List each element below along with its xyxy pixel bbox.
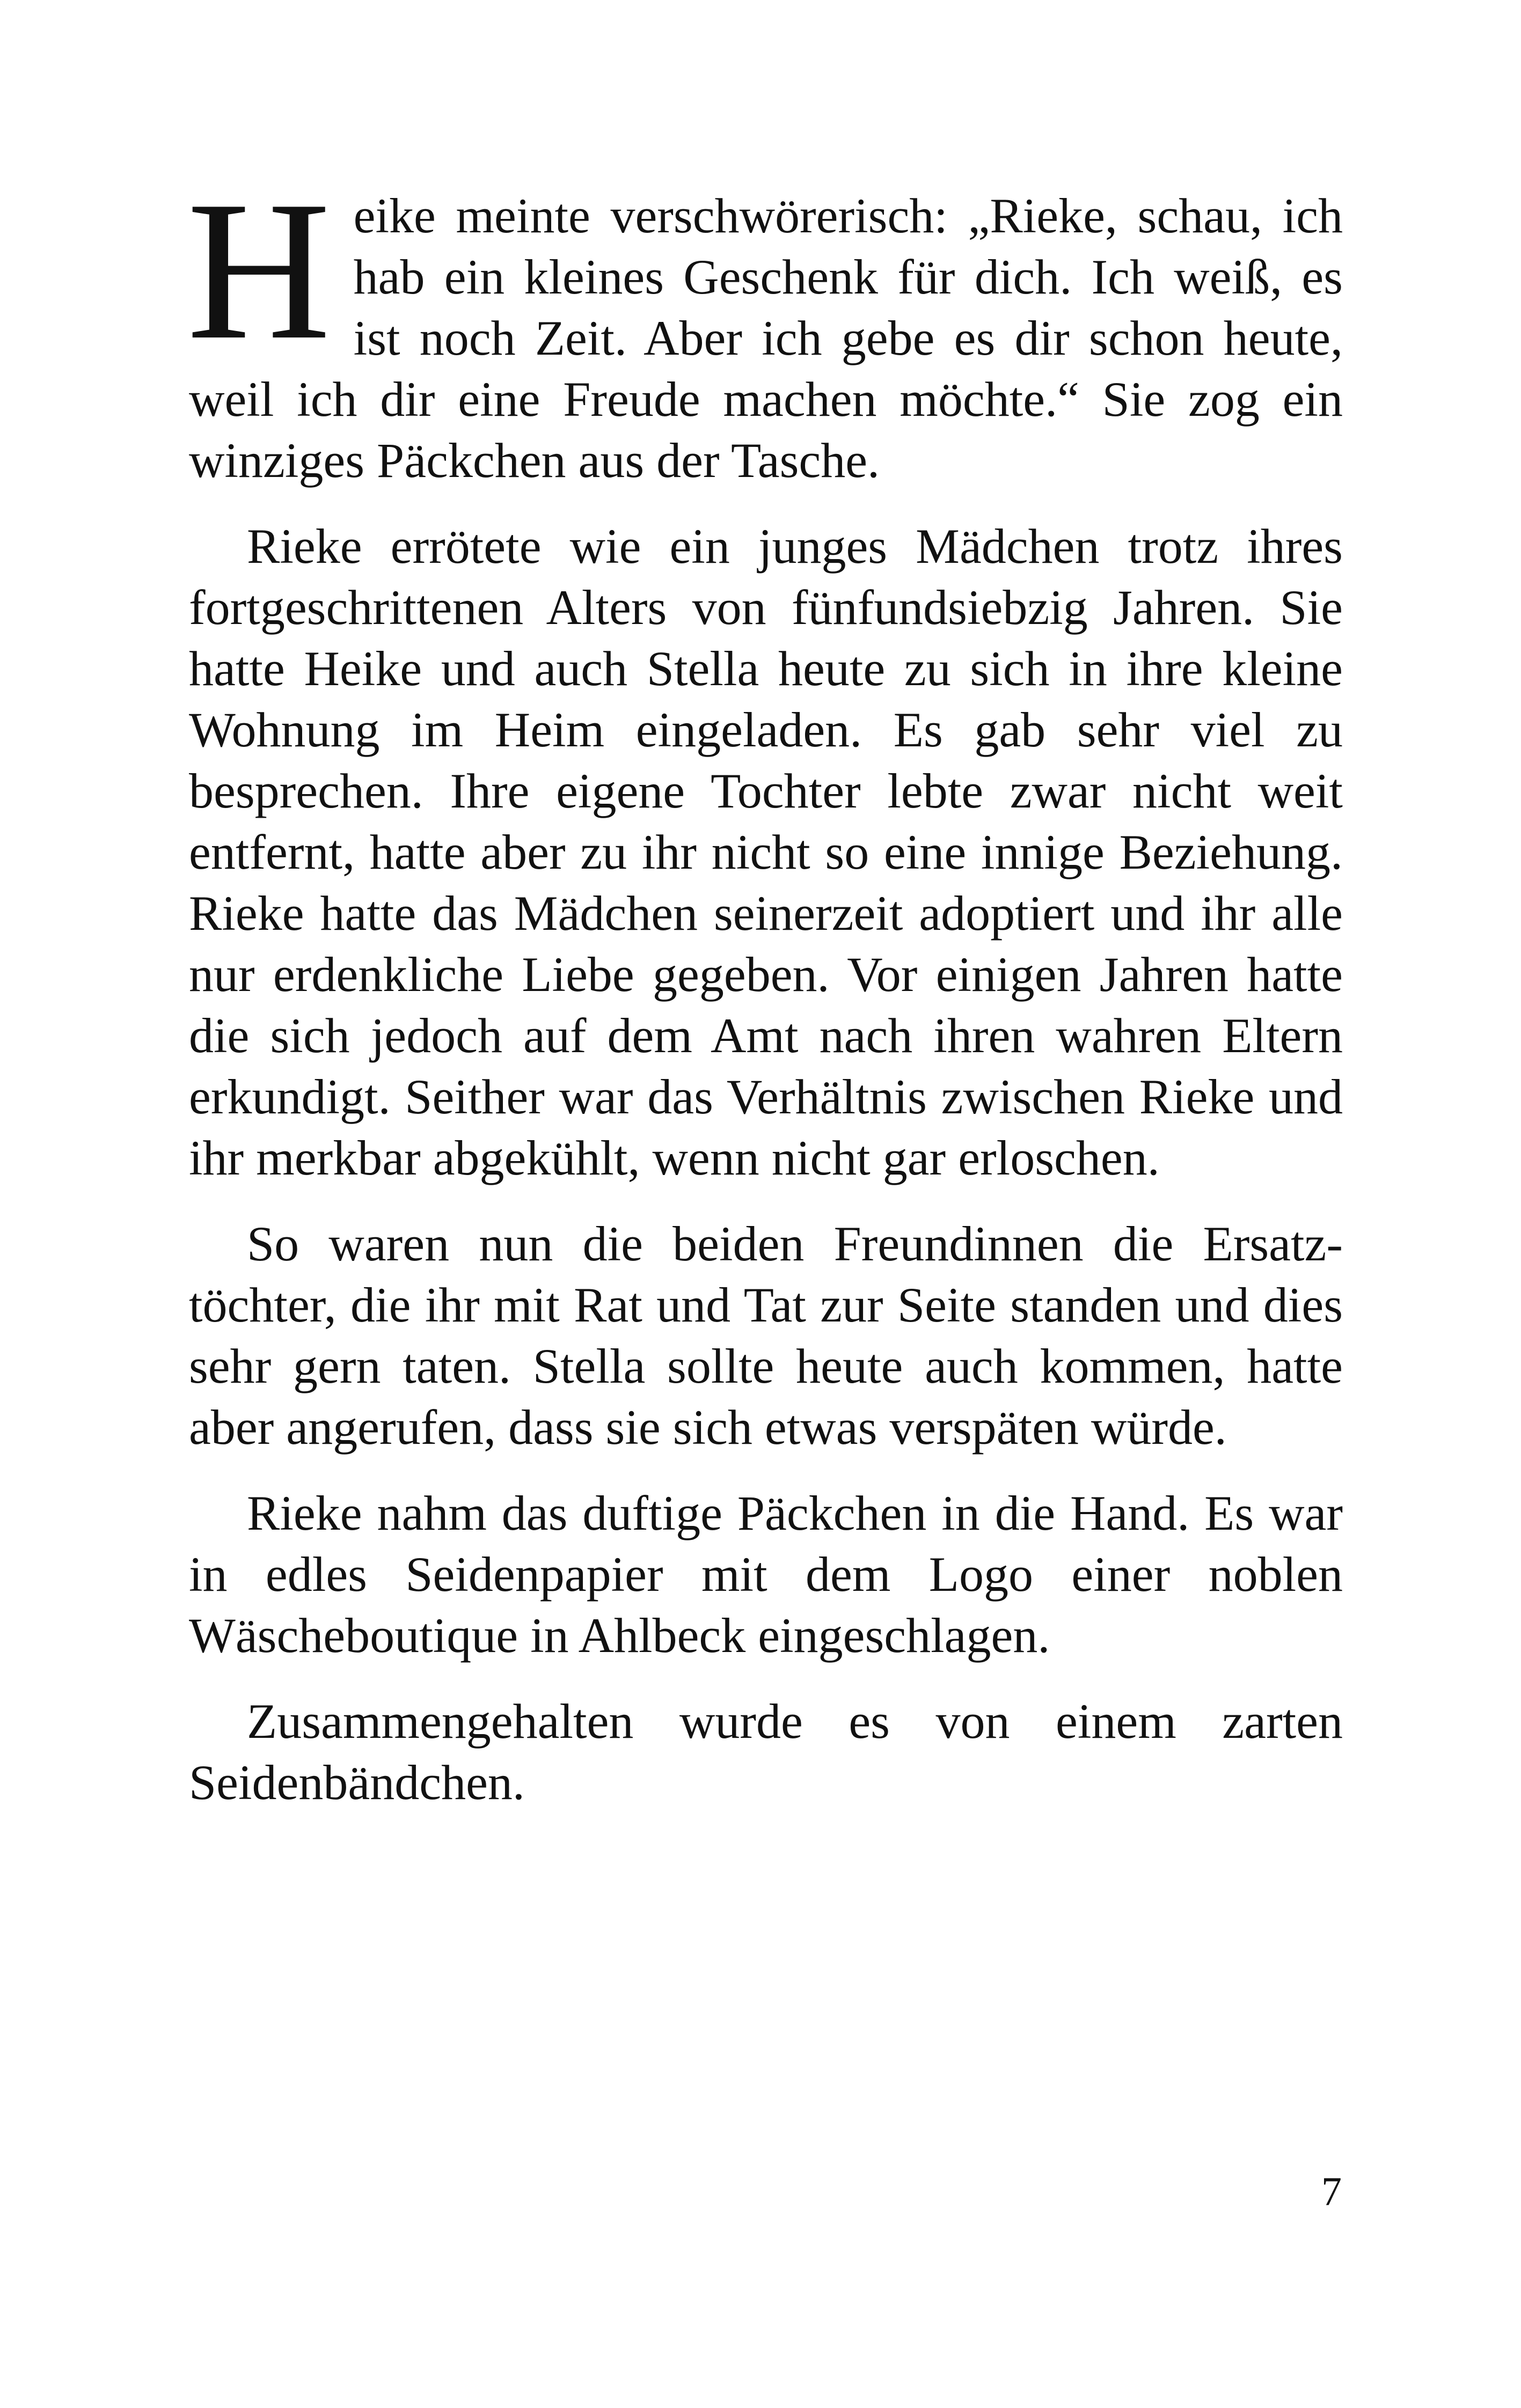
paragraph-4: Rieke nahm das duftige Päckchen in die Hand. Es war in edles Seidenpapier mit dem Logo einer noblen Wäscheboutique in Ahlbeck eingeschlagen. [189, 1486, 1343, 1663]
body-text [187, 160, 1343, 1813]
paragraph-3: So waren nun die beiden Freundinnen die Ersatztöchter, die ihr mit Rat und Tat zur Seite standen und dies sehr gern taten. Stella sollte heute auch kommen, hatte aber angerufen, dass sie sich etwas verspäten würde. [189, 1216, 1343, 1455]
drop-cap-initial: H [187, 160, 331, 381]
paragraph-1 [187, 160, 1343, 491]
paragraph-5: Zusammengehalten wurde es von einem zarten Seidenbändchen. [189, 1694, 1343, 1810]
paragraph-1-text: eike meinte verschwörerisch: „Rieke, schau, ich hab ein kleines Geschenk für dich. Ich weiß, es ist noch Zeit. Aber ich gebe es dir schon heute, weil ich dir eine Freude machen möchte.“ Sie zog ein winziges Päckchen aus der Tasche. [189, 188, 1343, 488]
paragraph-2: Rieke errötete wie ein junges Mädchen trotz ihres fortgeschrittenen Alters von fünfundsiebzig Jahren. Sie hatte Heike und auch Stella heute zu sich in ihre kleine Wohnung im Heim eingeladen. Es gab sehr viel zu besprechen. Ihre eigene Tochter lebte zwar nicht weit entfernt, hatte aber zu ihr nicht so eine innige Beziehung. Rieke hatte das Mädchen seinerzeit adoptiert und ihr alle nur erdenkliche Liebe gegeben. Vor einigen Jahren hatte die sich jedoch auf dem Amt nach ihren wahren Eltern erkundigt. Seither war das Verhältnis zwischen Rieke und ihr merkbar abgekühlt, wenn nicht gar erloschen. [189, 519, 1343, 1185]
page-number: 7 [1321, 2169, 1342, 2214]
